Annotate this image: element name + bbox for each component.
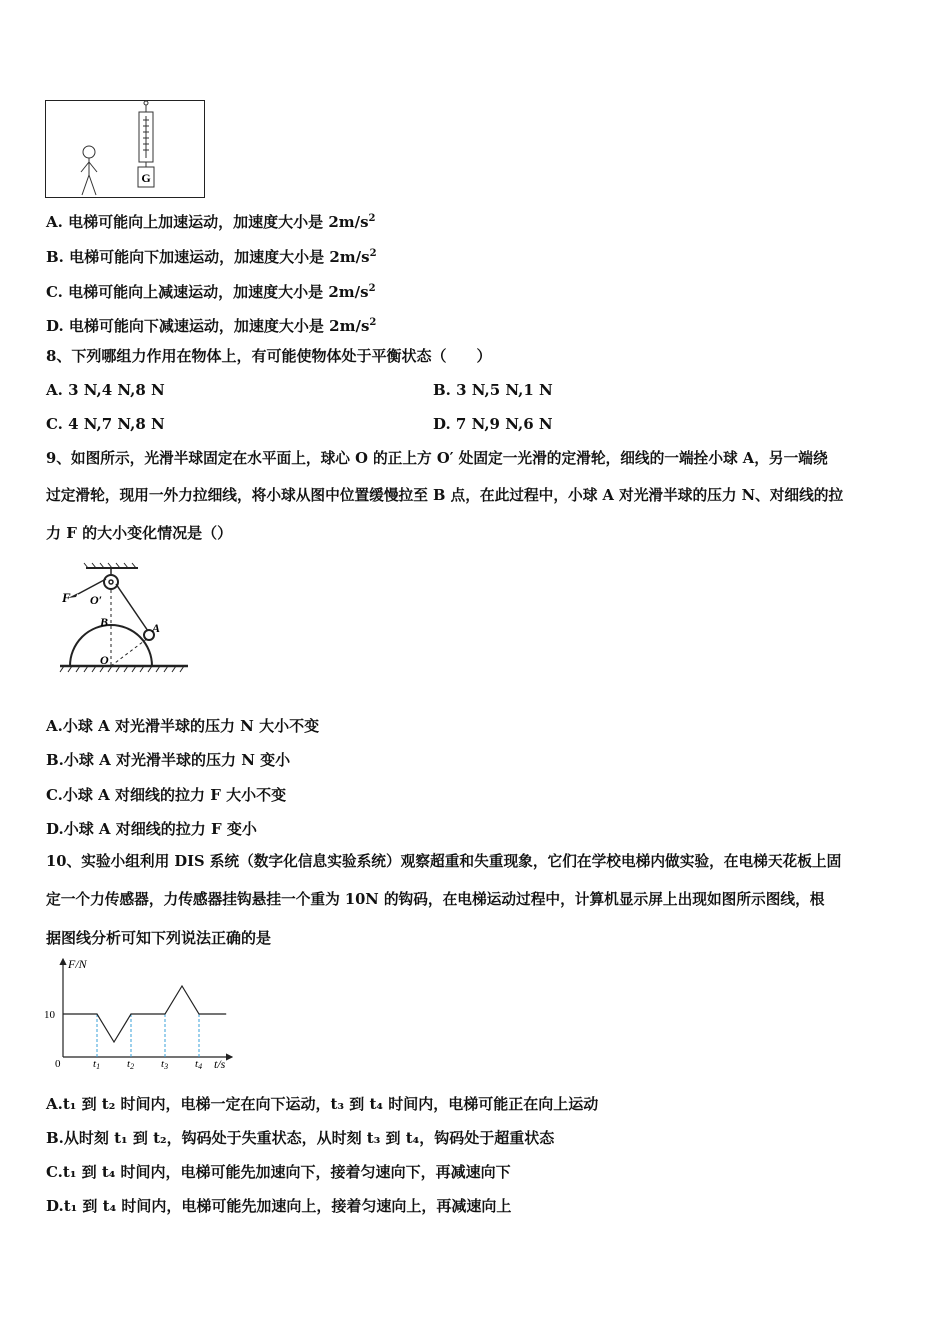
q8-stem: 8、下列哪组力作用在物体上，有可能使物体处于平衡状态（ ）	[46, 347, 492, 365]
person-figure	[81, 146, 97, 195]
q10-stem-line-3: 据图线分析可知下列说法正确的是	[46, 929, 272, 947]
q10-option-c: C.t₁ 到 t₄ 时间内，电梯可能先加速向下，接着匀速向下，再减速向下	[46, 1163, 511, 1181]
label-o-prime: O′	[90, 593, 103, 607]
x-tick-t4: t4	[195, 1058, 203, 1071]
q8-option-a: A. 3 N,4 N,8 N	[46, 381, 165, 399]
q10-option-b: B.从时刻 t₁ 到 t₂，钩码处于失重状态，从时刻 t₃ 到 t₄，钩码处于超重状态	[46, 1129, 555, 1147]
force-time-chart	[40, 955, 240, 1073]
x-tick-t3: t3	[161, 1058, 169, 1071]
label-b: B	[100, 615, 109, 629]
q9-stem-line-1: 9、如图所示，光滑半球固定在水平面上，球心 O 的正上方 O′ 处固定一光滑的定滑轮，细线的一端拴小球 A，另一端绕	[46, 450, 828, 467]
q9-option-c: C.小球 A 对细线的拉力 F 大小不变	[46, 786, 287, 804]
label-f: F	[62, 590, 71, 605]
q10-stem-line-1: 10、实验小组利用 DIS 系统（数字化信息实验系统）观察超重和失重现象，它们在学校电梯内做实验，在电梯天花板上固	[46, 853, 842, 870]
q7-option-a: A. 电梯可能向上加速运动，加速度大小是 $2m/s^2$	[46, 213, 376, 231]
gauge-label: G	[141, 171, 151, 185]
elevator-figure	[45, 100, 205, 200]
q9-option-d: D.小球 A 对细线的拉力 F 变小	[46, 820, 257, 838]
q10-option-d: D.t₁ 到 t₄ 时间内，电梯可能先加速向上，接着匀速向上，再减速向上	[46, 1197, 512, 1215]
q7-option-b: B. 电梯可能向下加速运动，加速度大小是 $2m/s^2$	[46, 248, 377, 266]
label-a: A	[152, 621, 161, 635]
q8-option-d: D. 7 N,9 N,6 N	[433, 415, 553, 433]
q10-option-a: A.t₁ 到 t₂ 时间内，电梯一定在向下运动，t₃ 到 t₄ 时间内，电梯可能正在向上运动	[46, 1095, 599, 1113]
q7-option-d: D. 电梯可能向下减速运动，加速度大小是 $2m/s^2$	[46, 317, 377, 335]
q9-stem-line-3: 力 F 的大小变化情况是（）	[46, 524, 233, 542]
q8-option-c: C. 4 N,7 N,8 N	[46, 415, 165, 433]
x-tick-t1: t1	[93, 1058, 101, 1071]
q7-option-c: C. 电梯可能向上减速运动，加速度大小是 $2m/s^2$	[46, 283, 376, 301]
label-o: O	[100, 653, 109, 667]
q9-option-a: A.小球 A 对光滑半球的压力 N 大小不变	[46, 717, 320, 735]
q9-stem-line-2: 过定滑轮，现用一外力拉细线，将小球从图中位置缓慢拉至 B 点，在此过程中，小球 A 对光滑半球的压力 N、对细线的拉	[46, 487, 844, 504]
x-axis-label: t/s	[214, 1057, 226, 1071]
q9-option-b: B.小球 A 对光滑半球的压力 N 变小	[46, 751, 291, 769]
origin-label: 0	[55, 1058, 61, 1070]
hemisphere-figure	[56, 560, 196, 680]
x-tick-t2: t2	[127, 1058, 135, 1071]
q10-stem-line-2: 定一个力传感器，力传感器挂钩悬挂一个重为 10N 的钩码，在电梯运动过程中，计算机显示屏上出现如图所示图线，根	[46, 891, 825, 908]
y-tick-10: 10	[44, 1009, 55, 1021]
y-axis-label: F/N	[68, 957, 87, 971]
q8-option-b: B. 3 N,5 N,1 N	[433, 381, 553, 399]
force-series-line	[63, 986, 226, 1042]
